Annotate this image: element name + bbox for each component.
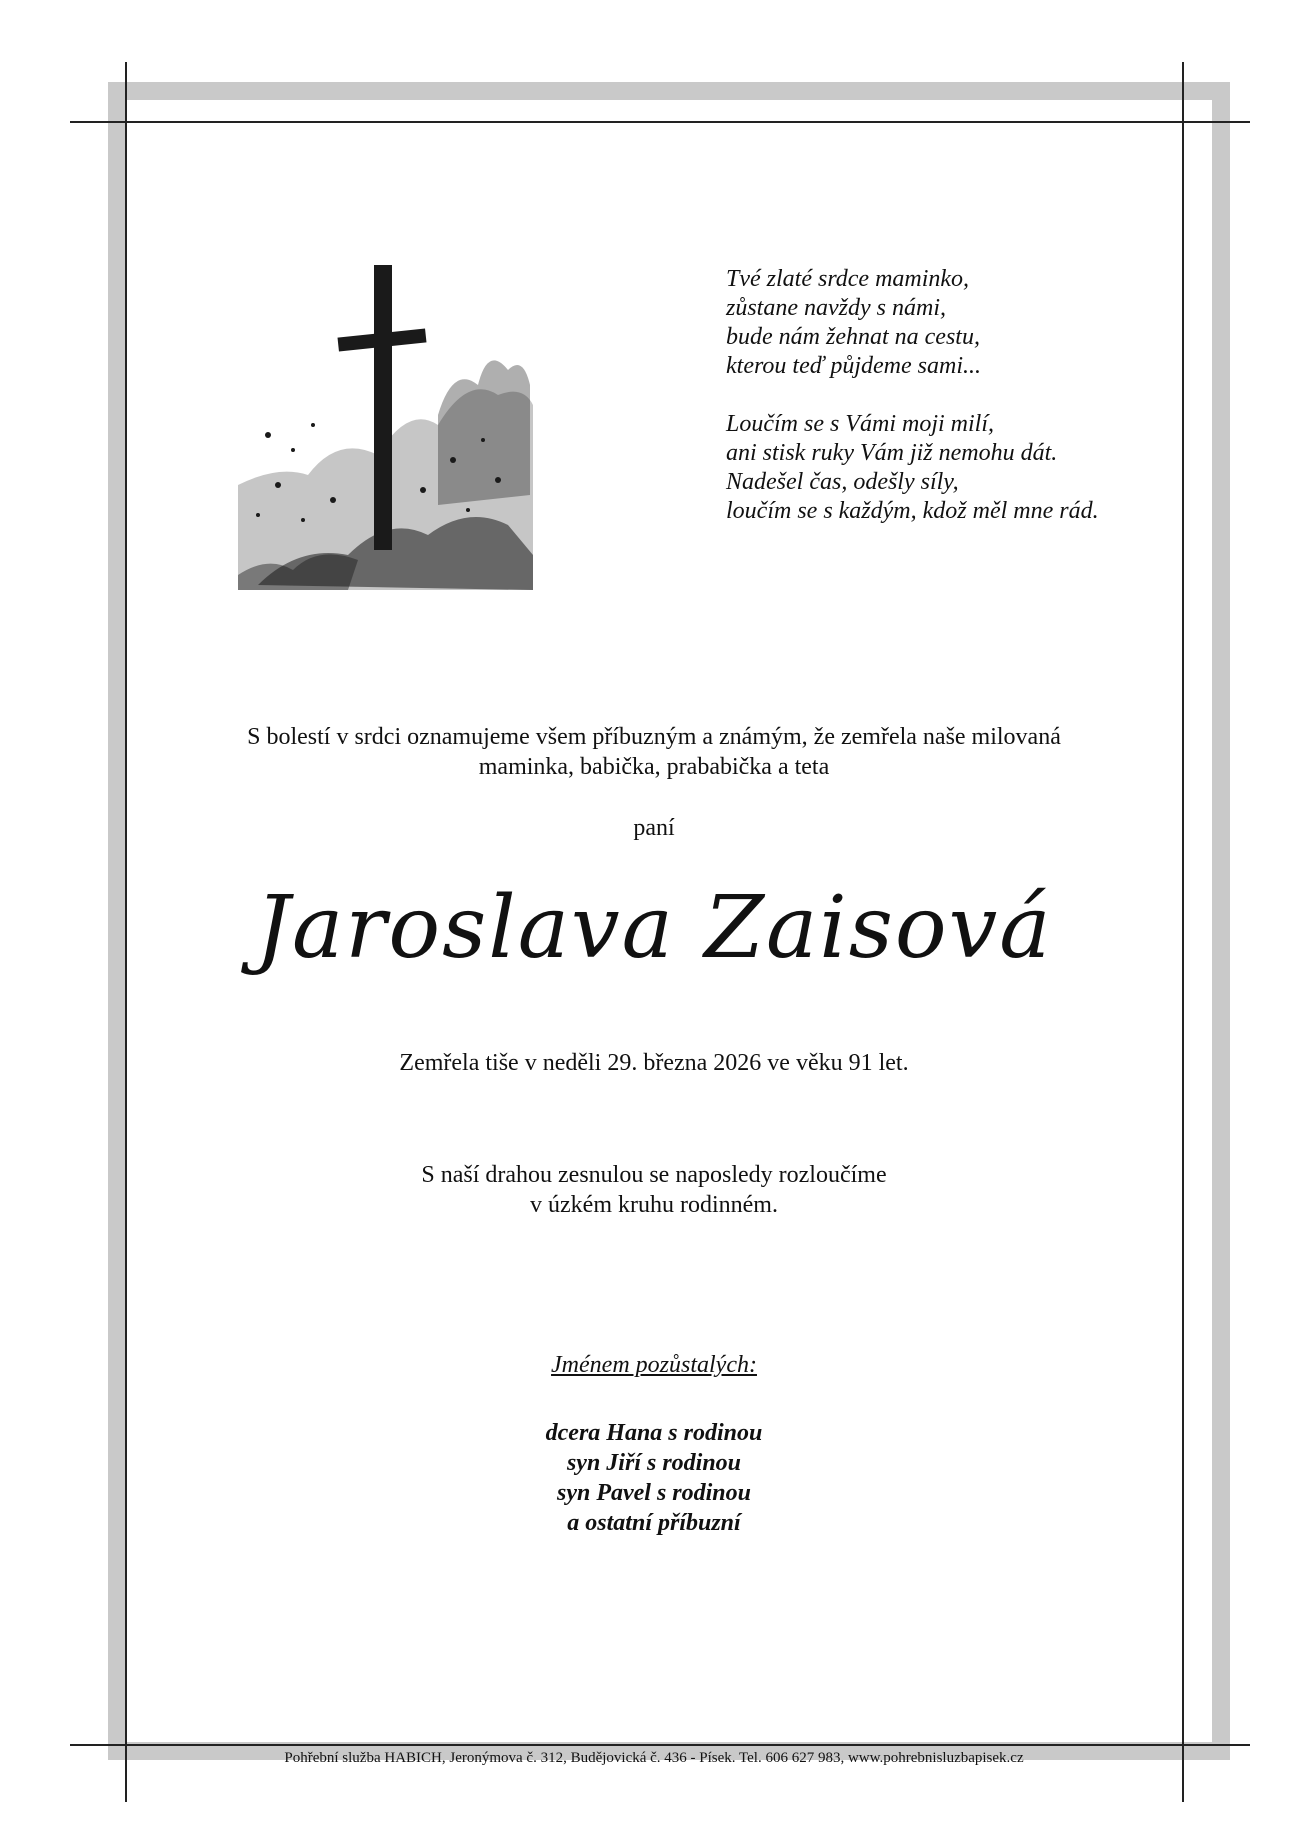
deceased-name: Jaroslava Zaisová bbox=[255, 878, 1053, 978]
farewell-line: v úzkém kruhu rodinném. bbox=[530, 1192, 778, 1218]
farewell-notice bbox=[126, 1160, 1182, 1220]
announcement bbox=[126, 722, 1182, 782]
mourners-list bbox=[126, 1418, 1182, 1538]
poem-line: Nadešel čas, odešly síly, bbox=[726, 469, 959, 495]
frame-rule-bottom bbox=[70, 1744, 1250, 1746]
farewell-line: S naší drahou zesnulou se naposledy rozloučíme bbox=[421, 1162, 887, 1188]
poem-line: kterou teď půjdeme sami... bbox=[726, 353, 981, 379]
honorific: paní bbox=[633, 815, 675, 841]
frame-band-left bbox=[108, 82, 126, 1760]
death-notice: Zemřela tiše v neděli 29. března 2026 ve věku 91 let. bbox=[399, 1050, 909, 1076]
footer-contact: Pohřební služba HABICH, Jeronýmova č. 312, Budějovická č. 436 - Písek. Tel. 606 627 983, www.pohrebnisluzbapisek.cz bbox=[284, 1750, 1024, 1766]
poem-line: Loučím se s Vámi moji milí, bbox=[726, 411, 994, 437]
poem-line: ani stisk ruky Vám již nemohu dát. bbox=[726, 440, 1058, 466]
cross-landscape-icon bbox=[238, 255, 533, 590]
announcement-line: S bolestí v srdci oznamujeme všem příbuzným a známým, že zemřela naše milovaná bbox=[247, 724, 1061, 750]
poem-line: loučím se s každým, kdož měl mne rád. bbox=[726, 498, 1099, 524]
poem-line: Tvé zlaté srdce maminko, bbox=[726, 266, 970, 292]
mourner-item: dcera Hana s rodinou bbox=[545, 1420, 763, 1446]
frame-band-right bbox=[1212, 82, 1230, 1760]
poem bbox=[726, 265, 1186, 526]
announcement-line: maminka, babička, prababička a teta bbox=[478, 754, 830, 780]
mourner-item: syn Pavel s rodinou bbox=[556, 1480, 751, 1506]
poem-stanza-1 bbox=[726, 265, 1186, 381]
mourner-item: a ostatní příbuzní bbox=[567, 1510, 741, 1536]
mourners-heading: Jménem pozůstalých: bbox=[551, 1352, 757, 1378]
frame-band-top bbox=[108, 82, 1230, 100]
poem-line: bude nám žehnat na cestu, bbox=[726, 324, 980, 350]
poem-stanza-2 bbox=[726, 410, 1186, 526]
mourner-item: syn Jiří s rodinou bbox=[566, 1450, 742, 1476]
frame-rule-top bbox=[70, 121, 1250, 123]
poem-line: zůstane navždy s námi, bbox=[726, 295, 946, 321]
